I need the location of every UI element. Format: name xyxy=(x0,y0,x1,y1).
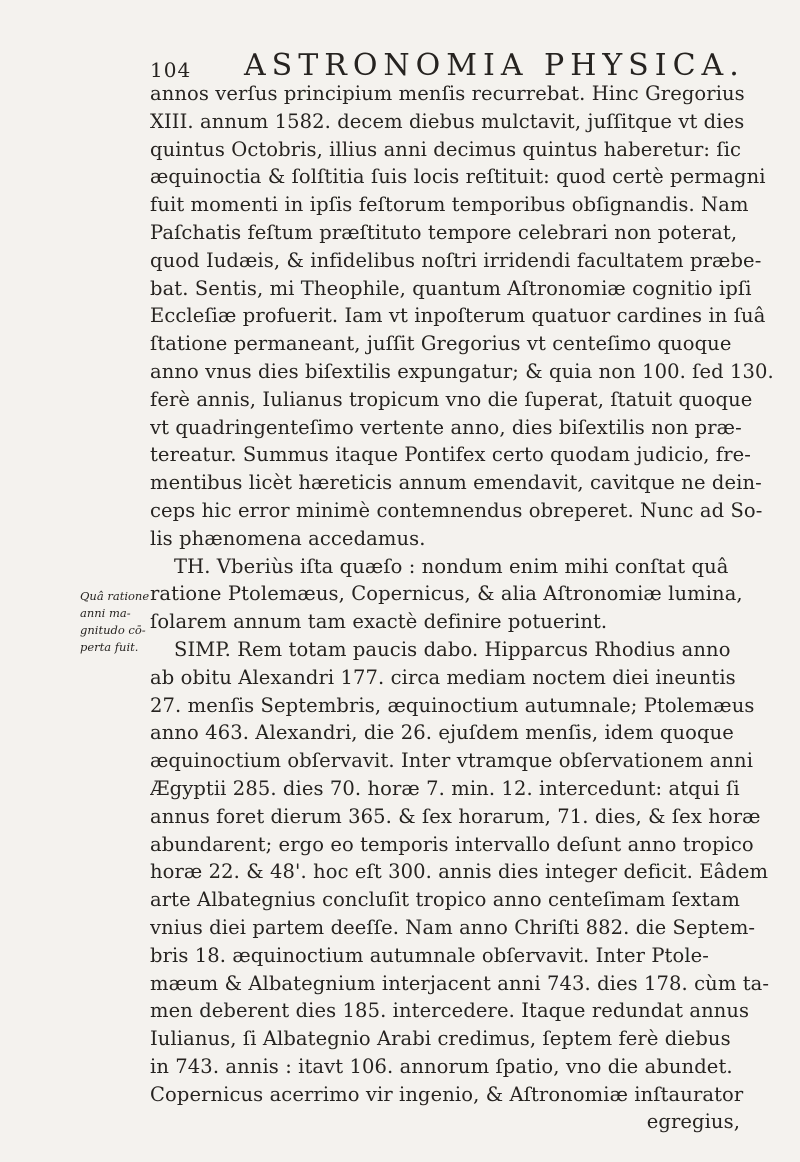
text-line: ferè annis, Iulianus tropicum vno die ſuperat, ſtatuit quoque xyxy=(150,387,753,411)
text-line: quod Iudæis, & infidelibus noſtri irridendi facultatem præbe- xyxy=(150,248,762,272)
text-line: anno vnus dies biſextilis expungatur; & quia non 100. ſed 130. xyxy=(150,359,774,383)
text-line: tereatur. Summus itaque Pontifex certo quodam judicio, fre- xyxy=(150,443,751,467)
text-line: mentibus licèt hæreticis annum emendavit, cavitque ne dein- xyxy=(150,471,762,495)
text-line: 27. menſis Septembris, æquinoctium autumnale; Ptolemæus xyxy=(150,693,755,717)
text-line: in 743. annis : itavt 106. annorum ſpatio, vno die abundet. xyxy=(150,1054,733,1078)
page-number: 104 xyxy=(150,58,192,82)
text-line: æquinoctia & ſolſtitia ſuis locis reſtituit: quod certè permagni xyxy=(150,165,766,189)
text-line: annus foret dierum 365. & ſex horarum, 71. dies, & ſex horæ xyxy=(150,804,761,828)
text-line: quintus Octobris, illius anni decimus quintus haberetur: ſic xyxy=(150,137,742,161)
running-title: ASTRONOMIA PHYSICA. xyxy=(244,48,745,83)
text-line: Paſchatis feſtum præſtituto tempore celebrari non poterat, xyxy=(150,220,738,244)
text-line: Ægyptii 285. dies 70. horæ 7. min. 12. intercedunt: atqui ſi xyxy=(150,776,740,800)
text-line: horæ 22. & 48'. hoc eſt 300. annis dies integer deficit. Eâdem xyxy=(150,860,769,884)
body-text xyxy=(150,80,790,1136)
text-line: bat. Sentis, mi Theophile, quantum Aſtronomiæ cognitio ipſi xyxy=(150,276,752,300)
text-line: men deberent dies 185. intercedere. Itaque redundat annus xyxy=(150,999,750,1023)
text-line: egregius, xyxy=(646,1110,740,1134)
margin-note-line: Quâ ratione xyxy=(80,589,150,603)
text-line: SIMP. Rem totam paucis dabo. Hipparcus Rhodius anno xyxy=(174,637,731,661)
text-line: arte Albategnius concluſit tropico anno centeſimam ſextam xyxy=(150,888,741,912)
text-line: XIII. annum 1582. decem diebus mulctavit, juſſitque vt dies xyxy=(150,109,745,133)
text-line: abundarent; ergo eo temporis intervallo deſunt anno tropico xyxy=(150,832,754,856)
text-line: ſolarem annum tam exactè definire potuerint. xyxy=(150,610,608,634)
marginal-note xyxy=(80,588,150,656)
margin-note-line: perta fuit. xyxy=(80,640,139,654)
text-line: vt quadringenteſimo vertente anno, dies biſextilis non præ- xyxy=(150,415,742,439)
margin-note-line: anni ma- xyxy=(80,606,131,620)
text-line: vnius diei partem deeſſe. Nam anno Chriſti 882. die Septem- xyxy=(150,915,756,939)
margin-note-line: gnitudo cō- xyxy=(80,623,146,637)
text-line: annos verſus principium menſis recurrebat. Hinc Gregorius xyxy=(150,82,745,105)
text-line: fuit momenti in ipſis feſtorum temporibus obſignandis. Nam xyxy=(150,193,749,217)
text-line: bris 18. æquinoctium autumnale obſervavit. Inter Ptole- xyxy=(150,943,709,967)
text-line: Copernicus acerrimo vir ingenio, & Aſtronomiæ inſtaurator xyxy=(150,1082,744,1106)
text-line: lis phænomena accedamus. xyxy=(150,526,426,550)
text-line: Iulianus, ſi Albategnio Arabi credimus, ſeptem ferè diebus xyxy=(150,1027,731,1051)
text-line: Eccleſiæ profuerit. Iam vt inpoſterum quatuor cardines in ſuâ xyxy=(150,304,766,328)
text-line: TH. Vberiùs iſta quæſo : nondum enim mihi conſtat quâ xyxy=(174,554,729,578)
text-line: anno 463. Alexandri, die 26. ejuſdem menſis, idem quoque xyxy=(150,721,734,745)
text-line: æquinoctium obſervavit. Inter vtramque obſervationem anni xyxy=(150,749,754,773)
text-line: ſtatione permaneant, juſſit Gregorius vt centeſimo quoque xyxy=(150,332,732,356)
text-line: mæum & Albategnium interjacent anni 743. dies 178. cùm ta- xyxy=(150,971,770,995)
text-line: ceps hic error minimè contemnendus obreperet. Nunc ad So- xyxy=(150,498,763,522)
text-line: ratione Ptolemæus, Copernicus, & alia Aſtronomiæ lumina, xyxy=(150,582,743,606)
text-line: ab obitu Alexandri 177. circa mediam noctem diei ineuntis xyxy=(150,665,736,689)
